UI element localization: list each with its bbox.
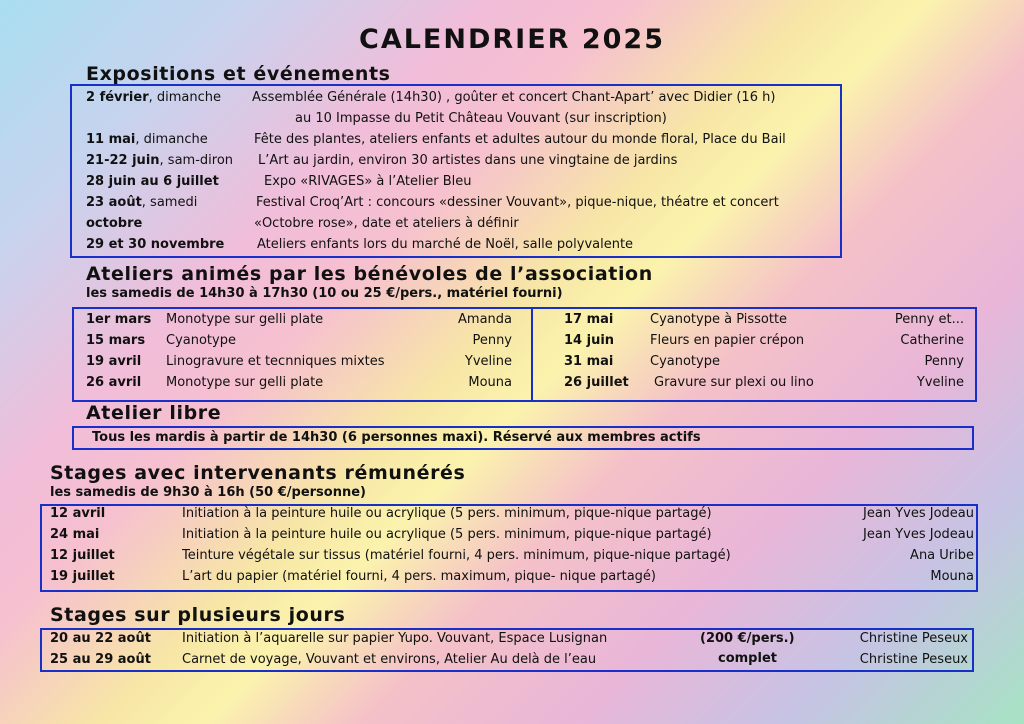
plusieurs-row-1-price: (200 €/pers.)	[700, 631, 795, 646]
expo-row-3: 11 mai, dimanche	[86, 132, 208, 147]
expo-row-1: 2 février, dimanche	[86, 90, 222, 105]
section-heading-ateliers: Ateliers animés par les bénévoles de l’association	[86, 263, 653, 285]
expo-row-1-text: Assemblée Générale (14h30) , goûter et concert Chant-Apart’ avec Didier (16 h)	[252, 90, 776, 105]
expo-row-5-date: 28 juin au 6 juillet	[86, 174, 219, 189]
section-heading-plusieurs-jours: Stages sur plusieurs jours	[50, 604, 346, 626]
stage-row-2-who: Jean Yves Jodeau	[863, 527, 974, 542]
plusieurs-row-1-text: Initiation à l’aquarelle sur papier Yupo. Vouvant, Espace Lusignan	[182, 631, 608, 646]
ateliers-subheading: les samedis de 14h30 à 17h30 (10 ou 25 €/pers., matériel fourni)	[86, 286, 563, 301]
atelier-right-2-date: 14 juin	[564, 333, 615, 348]
atelier-left-3-text: Linogravure et tecnniques mixtes	[166, 354, 385, 369]
section-heading-atelier-libre: Atelier libre	[86, 402, 222, 424]
expo-row-6: 23 août, samedi	[86, 195, 198, 210]
stage-row-1-text: Initiation à la peinture huile ou acrylique (5 pers. minimum, pique-nique partagé)	[182, 506, 712, 521]
atelier-right-1-date: 17 mai	[564, 312, 614, 327]
atelier-libre-text: Tous les mardis à partir de 14h30 (6 personnes maxi). Réservé aux membres actifs	[92, 430, 701, 445]
atelier-right-4-text: Gravure sur plexi ou lino	[654, 375, 814, 390]
stage-row-3-text: Teinture végétale sur tissus (matériel fourni, 4 pers. minimum, pique-nique partagé)	[182, 548, 731, 563]
plusieurs-row-2-status: complet	[718, 651, 777, 666]
atelier-right-2-text: Fleurs en papier crépon	[650, 333, 805, 348]
plusieurs-row-2-who: Christine Peseux	[859, 652, 968, 667]
expo-row-8-text: Ateliers enfants lors du marché de Noël, salle polyvalente	[257, 237, 634, 252]
atelier-right-4-date: 26 juillet	[564, 375, 629, 390]
atelier-left-1-text: Monotype sur gelli plate	[166, 312, 324, 327]
atelier-right-3-who: Penny	[924, 354, 964, 369]
expo-row-7-text: «Octobre rose», date et ateliers à définir	[254, 216, 519, 231]
plusieurs-row-2-date: 25 au 29 août	[50, 652, 151, 667]
expo-row-6-text: Festival Croq’Art : concours «dessiner Vouvant», pique-nique, théatre et concert	[256, 195, 779, 210]
expositions-box	[70, 84, 842, 258]
atelier-left-1-who: Amanda	[458, 312, 512, 327]
ateliers-divider	[531, 309, 533, 400]
atelier-right-3-date: 31 mai	[564, 354, 614, 369]
expo-row-7-date: octobre	[86, 216, 143, 231]
expo-row-2-text: au 10 Impasse du Petit Château Vouvant (sur inscription)	[295, 111, 667, 126]
atelier-left-1-date: 1er mars	[86, 312, 152, 327]
stage-row-2-date: 24 mai	[50, 527, 100, 542]
atelier-right-2-who: Catherine	[900, 333, 964, 348]
stages-subheading: les samedis de 9h30 à 16h (50 €/personne)	[50, 485, 366, 500]
atelier-right-3-text: Cyanotype	[650, 354, 720, 369]
expo-row-8-date: 29 et 30 novembre	[86, 237, 225, 252]
stage-row-2-text: Initiation à la peinture huile ou acrylique (5 pers. minimum, pique-nique partagé)	[182, 527, 712, 542]
expo-row-4-text: L’Art au jardin, environ 30 artistes dans une vingtaine de jardins	[258, 153, 678, 168]
expo-row-3-text: Fête des plantes, ateliers enfants et adultes autour du monde floral, Place du Bail	[254, 132, 786, 147]
atelier-right-1-who: Penny et...	[894, 312, 964, 327]
stage-row-4-date: 19 juillet	[50, 569, 115, 584]
stage-row-1-date: 12 avril	[50, 506, 106, 521]
expo-row-5-text: Expo «RIVAGES» à l’Atelier Bleu	[264, 174, 472, 189]
atelier-left-2-who: Penny	[472, 333, 512, 348]
stage-row-1-who: Jean Yves Jodeau	[863, 506, 974, 521]
atelier-left-3-who: Yveline	[464, 354, 512, 369]
atelier-left-3-date: 19 avril	[86, 354, 142, 369]
plusieurs-row-1-who: Christine Peseux	[859, 631, 968, 646]
plusieurs-row-2-text: Carnet de voyage, Vouvant et environs, Atelier Au delà de l’eau	[182, 652, 597, 667]
stage-row-4-text: L’art du papier (matériel fourni, 4 pers. maximum, pique- nique partagé)	[182, 569, 656, 584]
section-heading-stages: Stages avec intervenants rémunérés	[50, 462, 466, 484]
atelier-right-4-who: Yveline	[916, 375, 964, 390]
stage-row-3-date: 12 juillet	[50, 548, 115, 563]
stage-row-4-who: Mouna	[930, 569, 974, 584]
stage-row-3-who: Ana Uribe	[910, 548, 974, 563]
atelier-right-1-text: Cyanotype à Pissotte	[650, 312, 788, 327]
atelier-left-4-text: Monotype sur gelli plate	[166, 375, 324, 390]
atelier-left-4-who: Mouna	[468, 375, 512, 390]
page-title: CALENDRIER 2025	[359, 24, 665, 55]
atelier-left-4-date: 26 avril	[86, 375, 142, 390]
expo-row-4: 21-22 juin, sam-diron	[86, 153, 234, 168]
section-heading-expositions: Expositions et événements	[86, 63, 391, 85]
atelier-left-2-text: Cyanotype	[166, 333, 236, 348]
plusieurs-row-1-date: 20 au 22 août	[50, 631, 151, 646]
atelier-left-2-date: 15 mars	[86, 333, 146, 348]
